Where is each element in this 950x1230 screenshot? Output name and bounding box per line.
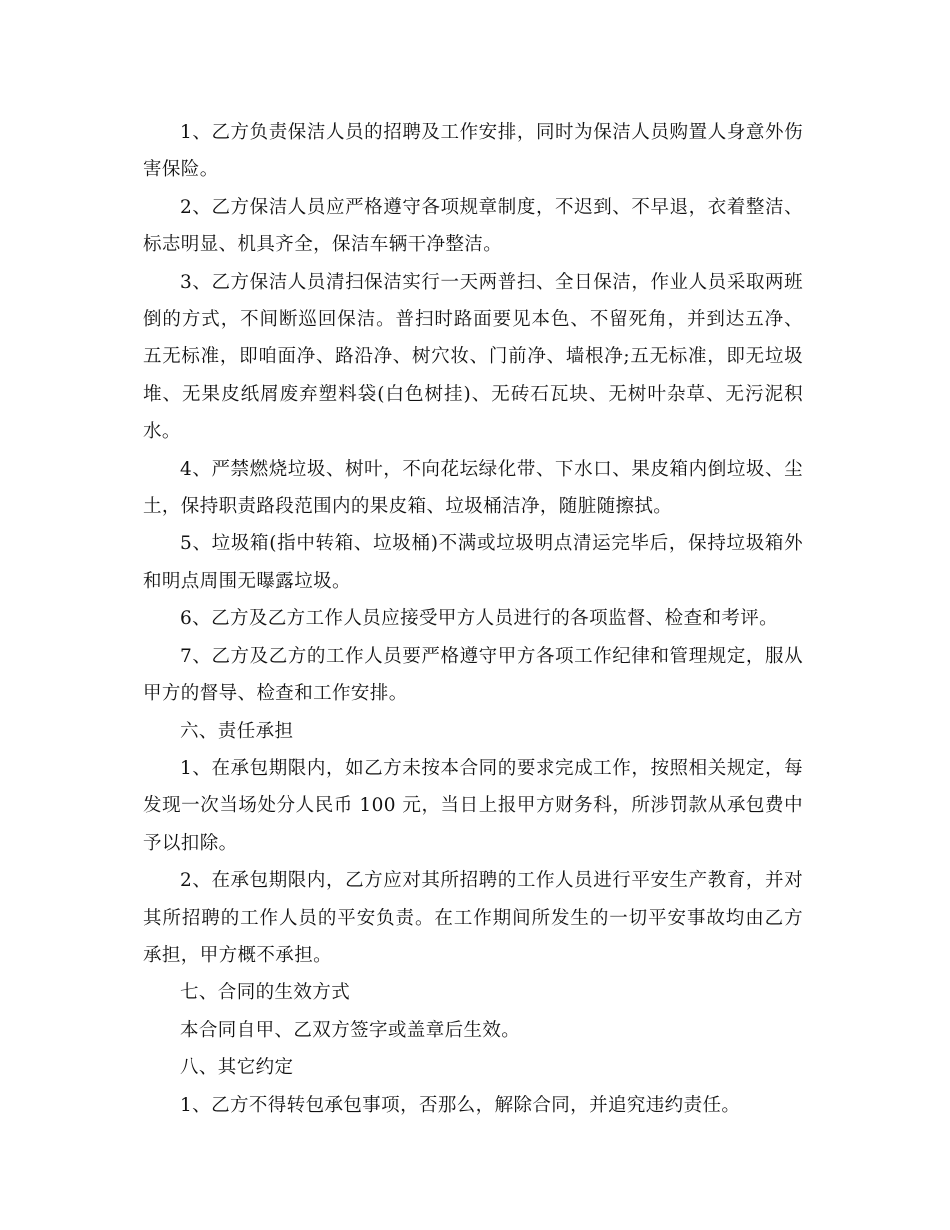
- section-heading: 七、合同的生效方式: [180, 982, 351, 1004]
- clause-paragraph: 1、乙方负责保洁人员的招聘及工作安排，同时为保洁人员购置人身意外伤害保险。: [143, 122, 803, 181]
- clause-paragraph: 4、严禁燃烧垃圾、树叶，不向花坛绿化带、下水口、果皮箱内倒垃圾、尘土，保持职责路段范围内的果皮箱、垃圾桶洁净，随脏随擦拭。: [143, 458, 803, 518]
- section-heading: 八、其它约定: [180, 1057, 294, 1079]
- clause-paragraph: 7、乙方及乙方的工作人员要严格遵守甲方各项工作纪律和管理规定，服从甲方的督导、检查和工作安排。: [143, 645, 803, 705]
- clause-paragraph: 2、在承包期限内，乙方应对其所招聘的工作人员进行平安生产教育，并对其所招聘的工作人员的平安负责。在工作期间所发生的一切平安事故均由乙方承担，甲方概不承担。: [143, 870, 803, 966]
- clause-paragraph: 5、垃圾箱(指中转箱、垃圾桶)不满或垃圾明点清运完毕后，保持垃圾箱外和明点周围无曝露垃圾。: [143, 533, 803, 592]
- clause-paragraph: 1、在承包期限内，如乙方未按本合同的要求完成工作，按照相关规定，每发现一次当场处分人民币 100 元，当日上报甲方财务科，所涉罚款从承包费中予以扣除。: [143, 757, 803, 854]
- clause-paragraph: 6、乙方及乙方工作人员应接受甲方人员进行的各项监督、检查和考评。: [180, 608, 779, 630]
- section-heading: 六、责任承担: [180, 720, 294, 742]
- clause-paragraph: 3、乙方保洁人员清扫保洁实行一天两普扫、全日保洁，作业人员采取两班倒的方式，不间断巡回保洁。普扫时路面要见本色、不留死角，并到达五净、五无标准，即咱面净、路沿净、树穴妆、门前净、墙根净;五无标准，即无垃圾堆、无果皮纸屑废弃塑料袋(白色树挂)、无砖石瓦块、无树叶杂草、无污泥积水。: [143, 271, 803, 443]
- clause-paragraph: 本合同自甲、乙双方签字或盖章后生效。: [180, 1019, 521, 1041]
- document-body: [143, 114, 803, 1124]
- clause-paragraph: 1、乙方不得转包承包事项，否那么，解除合同，并追究违约责任。: [180, 1094, 741, 1116]
- clause-paragraph: 2、乙方保洁人员应严格遵守各项规章制度，不迟到、不早退，衣着整洁、标志明显、机具齐全，保洁车辆干净整洁。: [143, 196, 803, 256]
